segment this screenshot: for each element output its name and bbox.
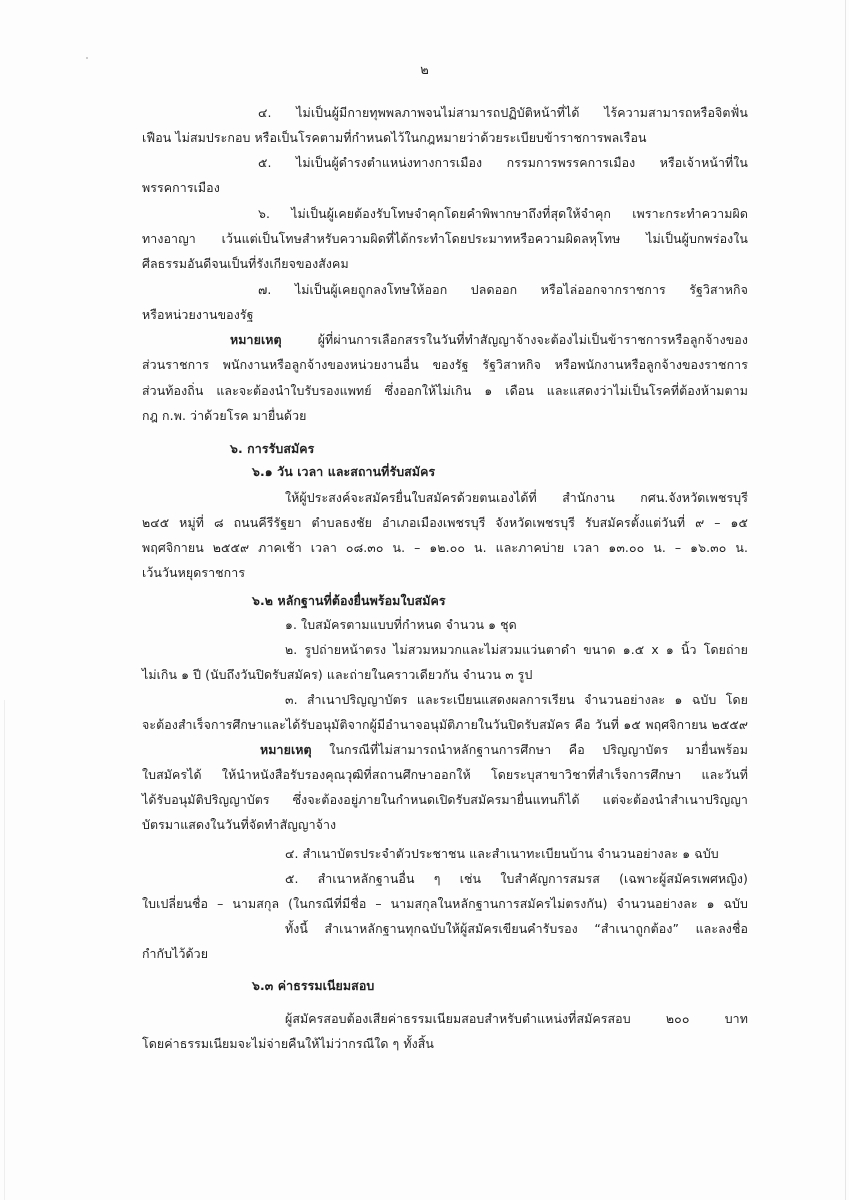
scan-edge-right bbox=[845, 0, 846, 1200]
section-6-1-line-4: เว้นวันหยุดราชการ bbox=[142, 565, 246, 580]
section-6-3-heading: ๖.๓ ค่าธรรมเนียมสอบ bbox=[252, 978, 375, 993]
note-2-line-3: ได้รับอนุมัติปริญญาบัตร ซึ่งจะต้องอยู่ภายในกำหนดเปิดรับสมัครมายื่นแทนก็ได้ แต่จะต้องนำสำเนาปริญญา bbox=[142, 792, 748, 807]
section-6-2-item-3-line-1: ๓. สำเนาปริญญาบัตร และระเบียนแสดงผลการเรียน จำนวนอย่างละ ๑ ฉบับ โดย bbox=[285, 692, 748, 707]
section-6-1-line-1: ให้ผู้ประสงค์จะสมัครยื่นใบสมัครด้วยตนเองได้ที่ สำนักงาน กศน.จังหวัดเพชรบุรี bbox=[285, 490, 748, 505]
item-7-line-1: ๗. ไม่เป็นผู้เคยถูกลงโทษให้ออก ปลดออก หรือไล่ออกจากราชการ รัฐวิสาหกิจ bbox=[258, 282, 748, 297]
note-label: หมายเหตุ bbox=[230, 332, 282, 347]
scan-edge-left bbox=[4, 700, 5, 1200]
item-6-line-3: ศีลธรรมอันดีจนเป็นที่รังเกียจของสังคม bbox=[142, 256, 349, 271]
note-line-4: กฎ ก.พ. ว่าด้วยโรค มายื่นด้วย bbox=[142, 408, 307, 423]
item-6-line-2: ทางอาญา เว้นแต่เป็นโทษสำหรับความผิดที่ได้กระทำโดยประมาทหรือความผิดลหุโทษ ไม่เป็นผู้บกพร่องใน bbox=[142, 231, 748, 246]
section-6-heading: ๖. การรับสมัคร bbox=[230, 441, 315, 456]
section-6-2-item-5-line-1: ๕. สำเนาหลักฐานอื่น ๆ เช่น ใบสำคัญการสมรส (เฉพาะผู้สมัครเพศหญิง) bbox=[285, 871, 748, 886]
section-6-2-item-2-line-2: ไม่เกิน ๑ ปี (นับถึงวันปิดรับสมัคร) และถ่ายในคราวเดียวกัน จำนวน ๓ รูป bbox=[142, 667, 533, 682]
note-line-3: ส่วนท้องถิ่น และจะต้องนำใบรับรองแพทย์ ซึ่งออกให้ไม่เกิน ๑ เดือน และแสดงว่าไม่เป็นโรคที่ต้องห้ามตาม bbox=[142, 383, 748, 398]
section-6-2-item-1: ๑. ใบสมัครตามแบบที่กำหนด จำนวน ๑ ชุด bbox=[285, 617, 517, 632]
item-5-line-1: ๕. ไม่เป็นผู้ดำรงตำแหน่งทางการเมือง กรรมการพรรคการเมือง หรือเจ้าหน้าที่ใน bbox=[258, 155, 748, 170]
item-5-line-2: พรรคการเมือง bbox=[142, 180, 220, 195]
section-6-2-item-3-line-2: จะต้องสำเร็จการศึกษาและได้รับอนุมัติจากผู้มีอำนาจอนุมัติภายในวันปิดรับสมัคร คือ วันที่ ๑๕ พฤศจิกายน ๒๕๕๙ bbox=[142, 717, 748, 732]
note-2-label: หมายเหตุ bbox=[260, 742, 312, 757]
section-6-2-note-line-2: กำกับไว้ด้วย bbox=[142, 946, 209, 961]
item-6-line-1: ๖. ไม่เป็นผู้เคยต้องรับโทษจำคุกโดยคำพิพากษาถึงที่สุดให้จำคุก เพราะกระทำความผิด bbox=[258, 206, 748, 221]
item-4-line-1: ๔. ไม่เป็นผู้มีกายทุพพลภาพจนไม่สามารถปฏิบัติหน้าที่ได้ ไร้ความสามารถหรือจิตฟั่น bbox=[258, 105, 748, 120]
item-4-line-2: เฟือน ไม่สมประกอบ หรือเป็นโรคตามที่กำหนดไว้ในกฎหมายว่าด้วยระเบียบข้าราชการพลเรือน bbox=[142, 130, 647, 145]
section-6-2-item-4: ๔. สำเนาบัตรประจำตัวประชาชน และสำเนาทะเบียนบ้าน จำนวนอย่างละ ๑ ฉบับ bbox=[285, 846, 719, 861]
item-7-line-2: หรือหน่วยงานของรัฐ bbox=[142, 307, 254, 322]
section-6-2-heading: ๖.๒ หลักฐานที่ต้องยื่นพร้อมใบสมัคร bbox=[252, 593, 446, 608]
page-number: ๒ bbox=[420, 63, 429, 78]
note-line-1 bbox=[230, 332, 748, 348]
section-6-2-item-2-line-1: ๒. รูปถ่ายหน้าตรง ไม่สวมหมวกและไม่สวมแว่นตาดำ ขนาด ๑.๕ x ๑ นิ้ว โดยถ่าย bbox=[285, 642, 748, 657]
section-6-3-line-1: ผู้สมัครสอบต้องเสียค่าธรรมเนียมสอบสำหรับตำแหน่งที่สมัครสอบ ๒๐๐ บาท bbox=[285, 1011, 748, 1026]
note-2-text: ในกรณีที่ไม่สามารถนำหลักฐานการศึกษา คือ ปริญญาบัตร มายื่นพร้อม bbox=[311, 742, 748, 757]
note-2-line-2: ใบสมัครได้ ให้นำหนังสือรับรองคุณวุฒิที่สถานศึกษาออกให้ โดยระบุสาขาวิชาที่สำเร็จการศึกษา และวันที่ bbox=[142, 767, 748, 782]
section-6-3-line-2: โดยค่าธรรมเนียมจะไม่จ่ายคืนให้ไม่ว่ากรณีใด ๆ ทั้งสิ้น bbox=[142, 1036, 434, 1051]
section-6-2-note-line-1: ทั้งนี้ สำเนาหลักฐานทุกฉบับให้ผู้สมัครเขียนคำรับรอง “สำเนาถูกต้อง” และลงชื่อ bbox=[285, 921, 748, 936]
note-text: ผู้ที่ผ่านการเลือกสรรในวันที่ทำสัญญาจ้างจะต้องไม่เป็นข้าราชการหรือลูกจ้างของ bbox=[281, 332, 748, 347]
section-6-1-heading: ๖.๑ วัน เวลา และสถานที่รับสมัคร bbox=[252, 464, 436, 479]
section-6-1-line-3: พฤศจิกายน ๒๕๕๙ ภาคเช้า เวลา ๐๘.๓๐ น. – ๑๒.๐๐ น. และภาคบ่าย เวลา ๑๓.๐๐ น. – ๑๖.๓๐ น. bbox=[142, 540, 748, 555]
section-6-1-line-2: ๒๔๕ หมู่ที่ ๘ ถนนคีรีรัฐยา ตำบลธงชัย อำเภอเมืองเพชรบุรี จังหวัดเพชรบุรี รับสมัครตั้งแต่วันที่ ๙ – ๑๕ bbox=[142, 515, 748, 530]
note-2-line-1 bbox=[260, 742, 748, 758]
section-6-2-item-5-line-2: ใบเปลี่ยนชื่อ – นามสกุล (ในกรณีที่มีชื่อ – นามสกุลในหลักฐานการสมัครไม่ตรงกัน) จำนวนอย่างละ ๑ ฉบับ bbox=[142, 896, 748, 911]
note-2-line-4: บัตรมาแสดงในวันที่จัดทำสัญญาจ้าง bbox=[142, 817, 337, 832]
note-line-2: ส่วนราชการ พนักงานหรือลูกจ้างของหน่วยงานอื่น ของรัฐ รัฐวิสาหกิจ หรือพนักงานหรือลูกจ้างของราชการ bbox=[142, 357, 748, 372]
